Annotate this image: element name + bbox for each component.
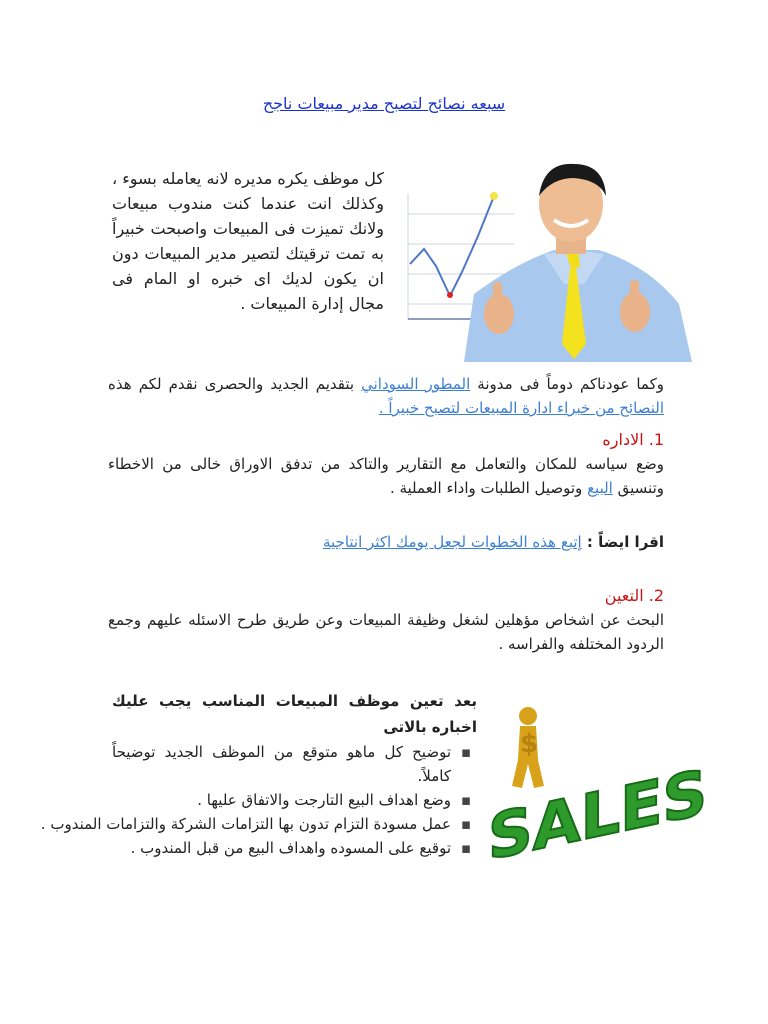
instruction-list [40, 740, 477, 860]
intro-paragraph: كل موظف يكره مديره لانه يعامله بسوء ، وكذلك انت عندما كنت مندوب مبيعات ولانك تميزت فى المبيعات واصبحت خبيراً به تمت ترقيتك لتصير مدير المبيعات دون ان يكون لديك اى خبره او المام فى مجال إدارة المبيعات . [112, 169, 384, 313]
section-heading-management: 1. الاداره [602, 430, 664, 449]
blog-name-link[interactable]: المطور السوداني [361, 375, 471, 393]
section-hiring-body: البحث عن اشخاص مؤهلين لشغل وظيفة المبيعات وعن طريق طرح الاسئله عليهم وجمع الردود المختلفه والفراسه . [108, 611, 664, 653]
blog-intro-text-2: بتقديم الجديد والحصرى نقدم لكم هذه [108, 375, 362, 393]
sales-tips-link[interactable]: النصائح من خبراء ادارة المبيعات لتصبح خبيراً . [378, 399, 664, 417]
section-management [108, 428, 664, 500]
dollar-icon: $ [520, 729, 539, 759]
list-item: ▪ عمل مسودة التزام تدون بها التزامات الشركة والتزامات المندوب . [0, 812, 477, 836]
bullet-icon: ▪ [460, 743, 471, 761]
section-heading-hiring: 2. التعين [604, 586, 664, 605]
bullet-icon: ▪ [460, 815, 471, 833]
list-item: ▪ وضع اهداف البيع التارجت والاتفاق عليها . [112, 788, 477, 812]
sales-graphic [486, 690, 708, 875]
blog-intro-paragraph [108, 372, 664, 420]
productivity-link[interactable]: إتبع هذه الخطوات لجعل يومك اكثر انتاجية [322, 533, 582, 551]
new-hire-instructions [40, 688, 477, 860]
management-text: وضع سياسه للمكان والتعامل مع التقارير والتاكد من تدفق الاوراق خالى من الاخطاء وتنسيق [108, 455, 664, 497]
businessman-illustration [394, 154, 694, 362]
sale-link[interactable]: البيع [587, 479, 613, 497]
bullet-icon: ▪ [460, 791, 471, 809]
read-also-label: اقرا ايضاً : [581, 533, 664, 551]
bullet-icon: ▪ [460, 839, 471, 857]
sales-word: SALES [488, 755, 708, 875]
after-hire-heading: بعد تعين موظف المبيعات المناسب يجب عليك اخباره بالاتى [112, 692, 477, 736]
blog-intro-text: وكما عودناكم دوماً فى مدونة [470, 375, 664, 393]
document-title[interactable]: سبعه نصائح لتصبح مدير مبيعات ناجح [262, 94, 506, 113]
section-hiring [108, 584, 664, 656]
section-management-body [108, 452, 664, 500]
list-item: ▪ توضيح كل ماهو متوقع من الموظف الجديد توضيحاً كاملاً. [112, 740, 477, 788]
read-also [108, 530, 664, 554]
sales-3d-illustration [486, 690, 708, 875]
list-item: ▪ توقيع على المسوده واهداف البيع من قبل المندوب . [0, 836, 477, 860]
management-text-2: وتوصيل الطلبات واداء العملية . [389, 479, 588, 497]
businessman-thumbs-up-photo [394, 154, 694, 362]
